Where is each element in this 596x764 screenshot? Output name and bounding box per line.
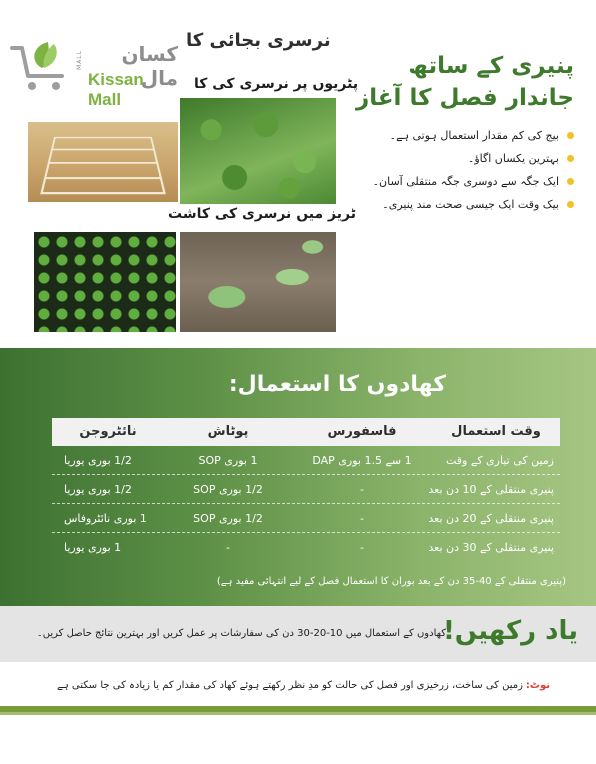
cell-time: زمین کی تیاری کے وقت [446,454,554,467]
list-item: بیج کی کم مقدار استعمال ہوتی ہے۔ [364,124,574,147]
nursery-bed-photo [28,122,178,202]
footnote [57,680,550,691]
header-time: وقت استعمال [451,424,541,439]
cell-nitrogen: 1/2 بوری یوریا [64,483,132,496]
cell-time: پنیری منتقلی کے 20 دن بعد [428,512,554,525]
footnote-text: زمین کی ساخت، زرخیزی اور فصل کی حالت کو مدِ نظر رکھتے ہوئے کھاد کی مقدار کم یا زیادہ کی جا سکتی ہے [57,680,523,691]
table-note: (پنیری منتقلی کے 40-35 دن کے بعد بوران کا استعمال فصل کے لیے انتہائی مفید ہے) [216,576,566,587]
header-phosphorus: فاسفورس [327,424,397,439]
cell-potash: 1/2 بوری SOP [193,512,263,525]
bottom-strip [0,706,596,764]
cell-phosphorus: - [360,512,364,525]
bullet-dot-icon [567,178,574,185]
table-row [52,533,560,562]
cell-phosphorus: - [360,483,364,496]
table-row [52,475,560,504]
field-seedling-photo [180,232,336,332]
fertilizer-table [52,418,560,562]
heading-line-2: جاندار فصل کا آغاز [355,85,574,111]
logo-urdu-name: کسان مال [121,42,178,90]
reminder-text: کھادوں کے استعمال میں 10-20-30 دن کی سفارشات پر عمل کریں اور بہترین نتائج حاصل کریں۔ [36,628,446,639]
table-row [52,446,560,475]
table-row [52,504,560,533]
photo-label-tubes: پٹریوں پر نرسری کی کا [194,76,359,92]
photo-label-trays: ٹریز میں نرسری کی کاشت [168,206,356,222]
cell-potash: - [226,541,230,554]
list-item: بیک وقت ایک جیسی صحت مند پنیری۔ [364,193,574,216]
header-nitrogen: نائٹروجن [79,424,137,439]
footnote-label: نوٹ: [525,680,550,691]
fertilizer-panel [0,348,596,606]
cell-nitrogen: 1 بوری نائٹروفاس [64,512,147,525]
cart-icon [8,38,72,94]
bullet-dot-icon [567,132,574,139]
table-header [52,418,560,446]
logo-mall-tag: MALL [76,50,83,70]
cell-potash: 1/2 بوری SOP [193,483,263,496]
seedlings-photo [180,98,336,204]
cell-nitrogen: 1 بوری یوریا [64,541,122,554]
cell-potash: 1 بوری SOP [198,454,258,467]
cell-nitrogen: 1/2 بوری یوریا [64,454,132,467]
heading-line-1: پنیری کے ساتھ [408,53,574,79]
kissan-mall-logo [8,38,178,109]
list-item: بہترین یکساں اگاؤ۔ [364,147,574,170]
cell-time: پنیری منتقلی کے 30 دن بعد [428,541,554,554]
bed-grid-lines [40,137,166,194]
bullet-dot-icon [567,155,574,162]
cell-time: پنیری منتقلی کے 10 دن بعد [428,483,554,496]
header-potash: پوٹاش [207,424,249,439]
logo-english-name: Kissan Mall [88,70,144,109]
cell-phosphorus: 1 سے 1.5 بوری DAP [312,454,412,467]
cell-phosphorus: - [360,541,364,554]
photo-label-banner: نرسری بجائی کا [186,30,331,51]
seedling-tray-photo [34,232,176,332]
top-section [0,0,596,348]
bullet-dot-icon [567,201,574,208]
benefits-list [364,124,574,216]
reminder-title: یاد رکھیں! [442,616,578,646]
reminder-bar [0,606,596,662]
page-heading [344,50,574,114]
list-item: ایک جگہ سے دوسری جگہ منتقلی آسان۔ [364,170,574,193]
fertilizer-title: کھادوں کا استعمال: [228,372,446,397]
